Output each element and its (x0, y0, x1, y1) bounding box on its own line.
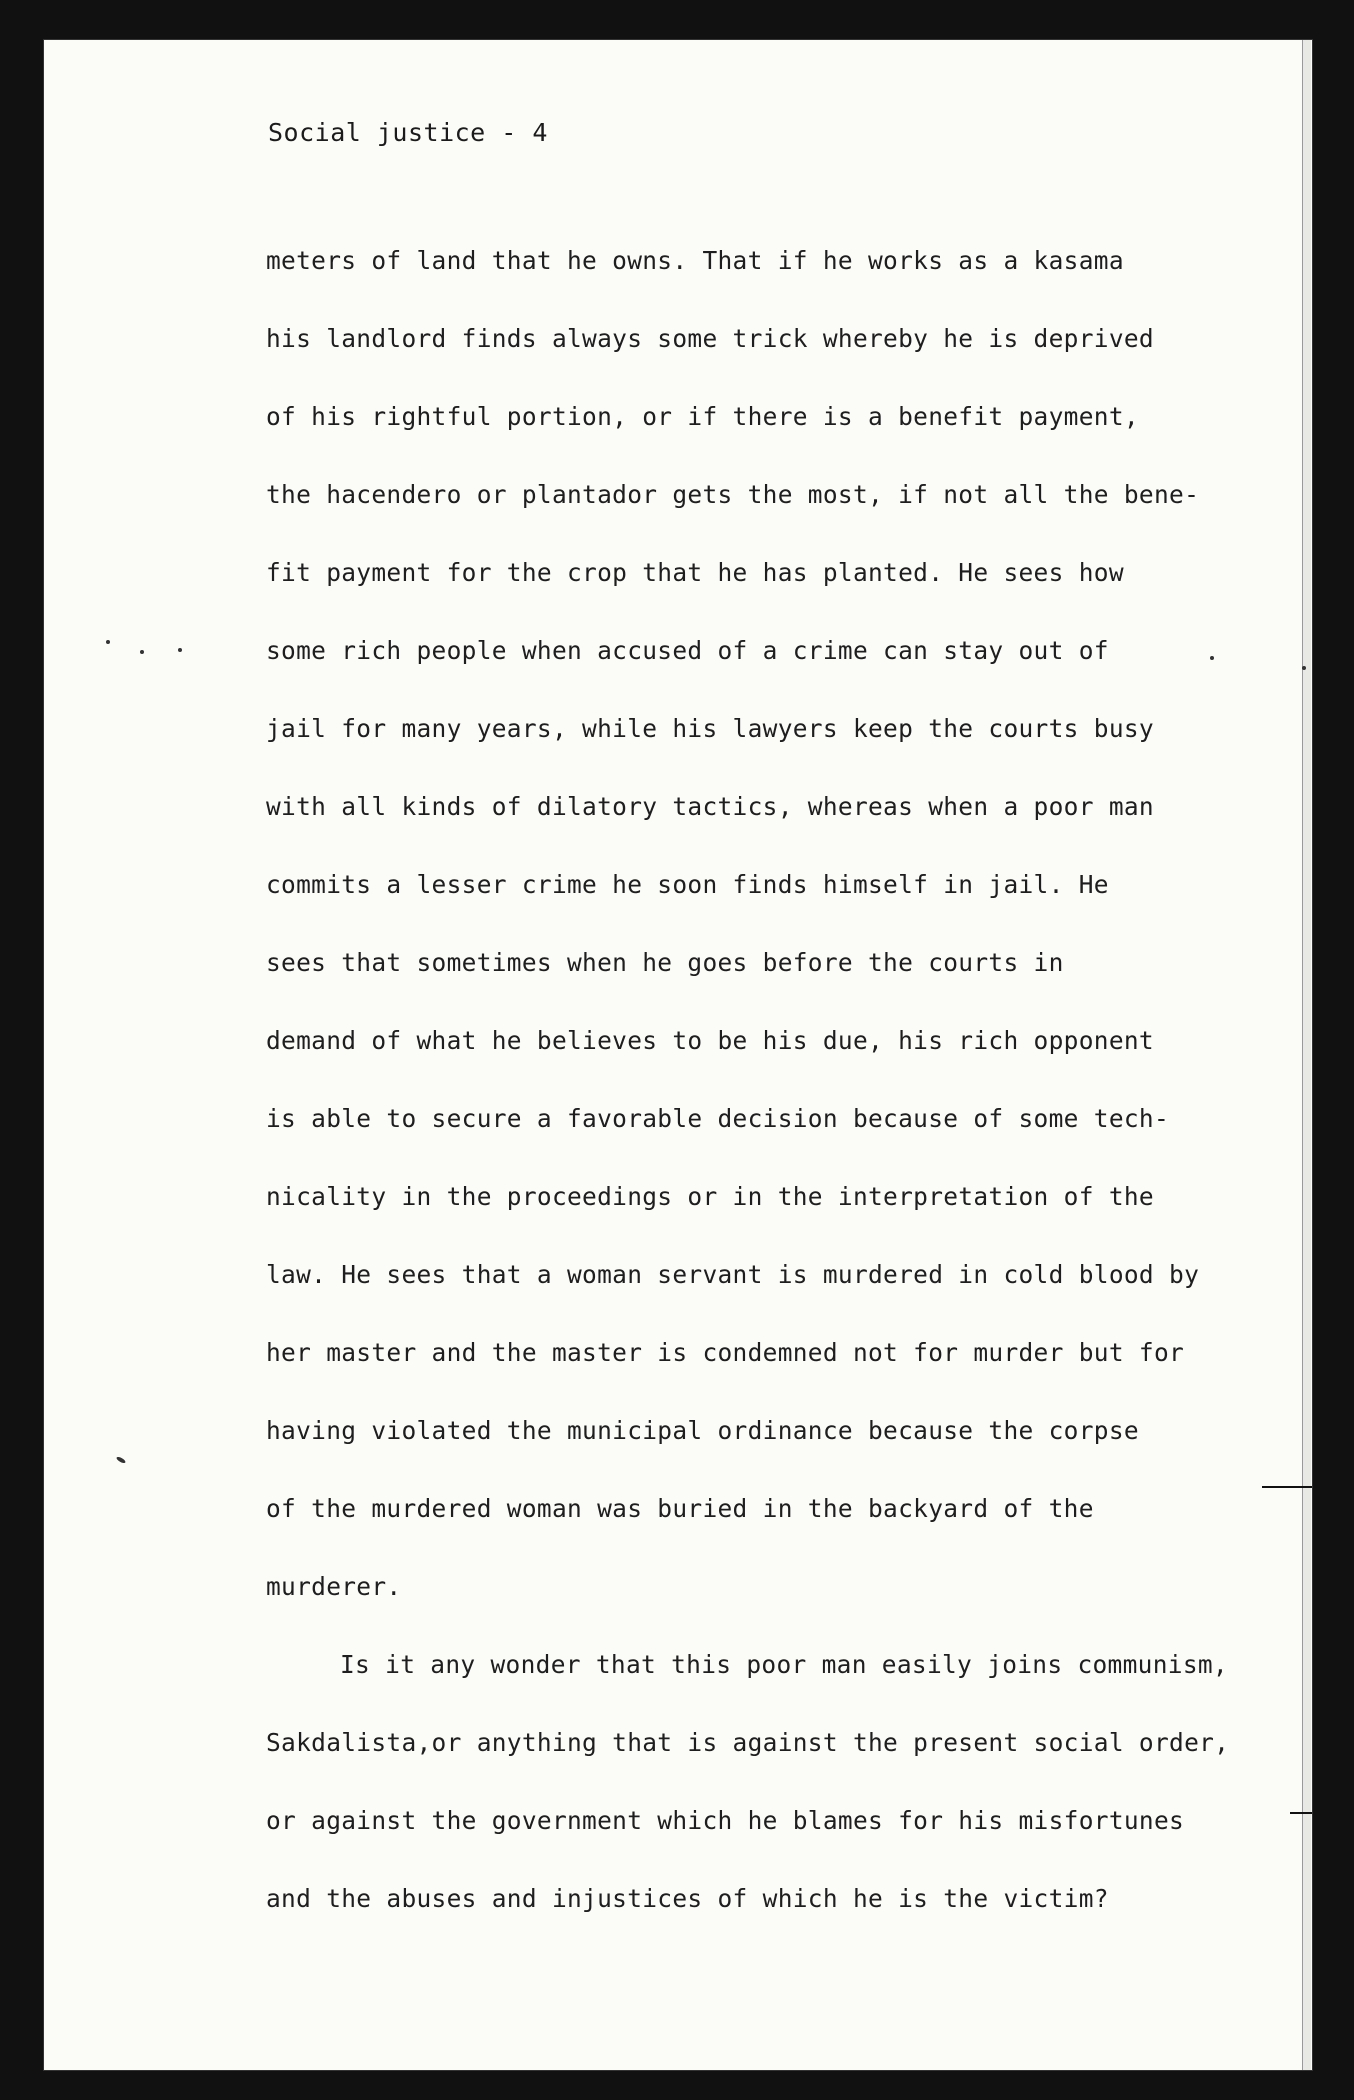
text-line: the hacendero or plantador gets the most, if not all the bene- (266, 480, 1200, 509)
margin-tick-right-2 (1290, 1812, 1312, 1814)
page-header: Social justice - 4 (268, 118, 548, 147)
text-line: Sakdalista,or anything that is against the present social order, (266, 1728, 1230, 1757)
text-line: Is it any wonder that this poor man easily joins communism, (340, 1650, 1228, 1679)
speck (178, 648, 182, 652)
text-line: jail for many years, while his lawyers keep the courts busy (266, 714, 1154, 743)
margin-tick-right-1 (1262, 1486, 1312, 1488)
speck (1302, 666, 1306, 670)
text-line: commits a lesser crime he soon finds himself in jail. He (266, 870, 1109, 899)
page-edge (1302, 40, 1311, 2070)
text-line: sees that sometimes when he goes before the courts in (266, 948, 1064, 977)
text-line: some rich people when accused of a crime can stay out of (266, 636, 1109, 665)
text-line: fit payment for the crop that he has planted. He sees how (266, 558, 1124, 587)
speck (106, 640, 110, 644)
text-line: having violated the municipal ordinance because the corpse (266, 1416, 1139, 1445)
text-line: nicality in the proceedings or in the interpretation of the (266, 1182, 1154, 1211)
text-line: demand of what he believes to be his due, his rich opponent (266, 1026, 1154, 1055)
text-line: law. He sees that a woman servant is murdered in cold blood by (266, 1260, 1200, 1289)
text-line: and the abuses and injustices of which he is the victim? (266, 1884, 1109, 1913)
text-line: of the murdered woman was buried in the backyard of the (266, 1494, 1094, 1523)
text-line: with all kinds of dilatory tactics, whereas when a poor man (266, 792, 1154, 821)
text-line: of his rightful portion, or if there is a benefit payment, (266, 402, 1139, 431)
text-line: is able to secure a favorable decision because of some tech- (266, 1104, 1170, 1133)
text-line: her master and the master is condemned not for murder but for (266, 1338, 1185, 1367)
text-line: his landlord finds always some trick whereby he is deprived (266, 324, 1154, 353)
speck (140, 650, 144, 654)
text-line: murderer. (266, 1572, 402, 1601)
text-line: or against the government which he blames for his misfortunes (266, 1806, 1185, 1835)
text-line: meters of land that he owns. That if he works as a kasama (266, 246, 1124, 275)
body-text (266, 222, 1266, 1938)
